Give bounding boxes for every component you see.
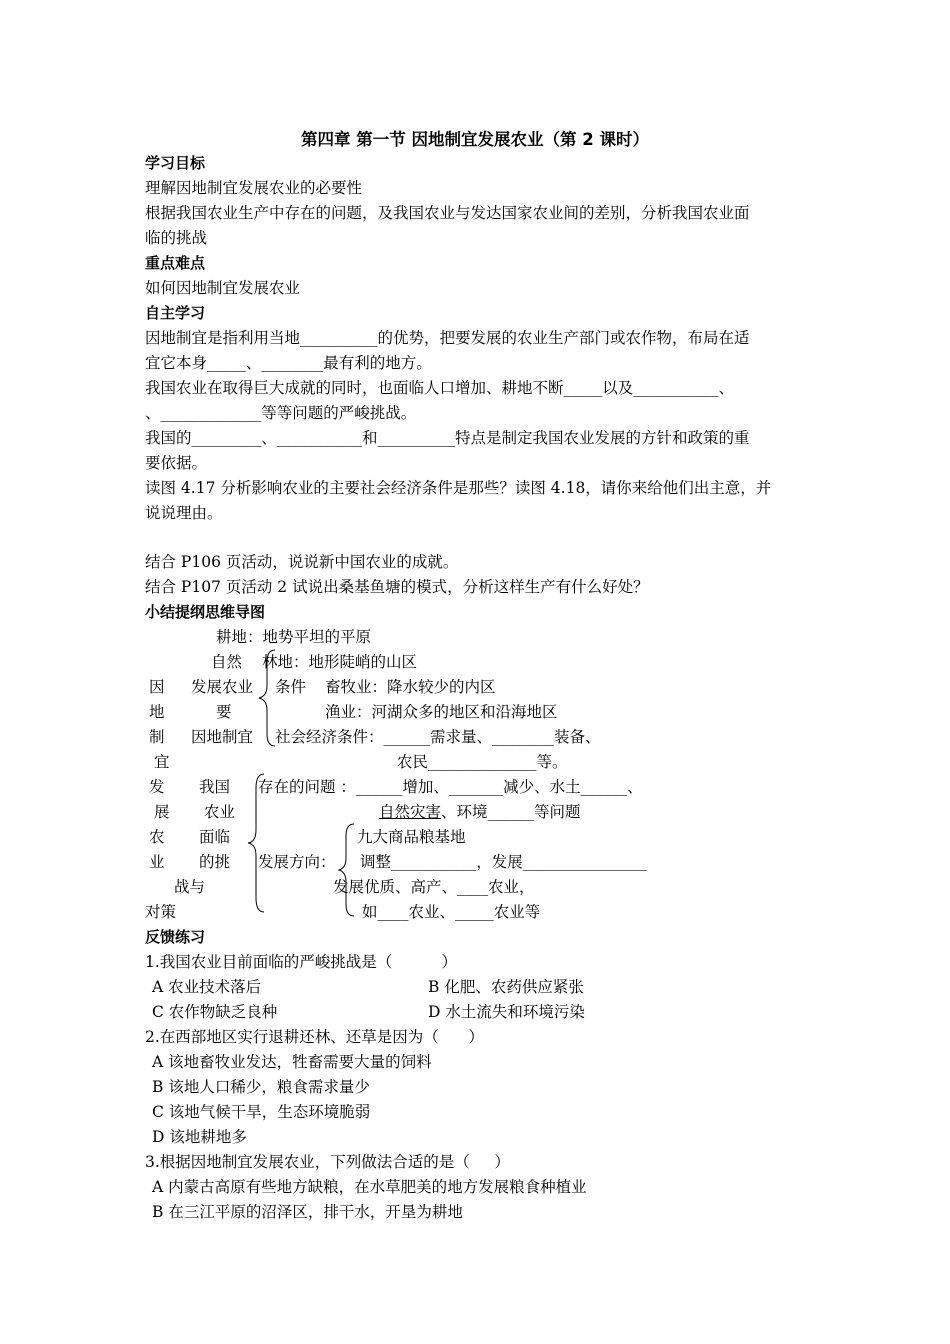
china-label: 农业 [204, 803, 236, 821]
summary-heading: 小结提纲思维导图 [145, 603, 266, 621]
q2-option-a: A 该地畜牧业发达，牲畜需要大量的饲料 [152, 1053, 432, 1071]
question-1: 1.我国农业目前面临的严峻挑战是（ ） [145, 953, 458, 971]
self-study-line-10: 结合 P107 页活动 2 试说出桑基鱼塘的模式，分析这样生产有什么好处？ [145, 578, 649, 596]
leaf-lindi: 林地：地形陡峭的山区 [262, 653, 418, 671]
self-study-line-7: 读图 4.17 分析影响农业的主要社会经济条件是那些？读图 4.18，请你来给他们出主意，并 [145, 479, 772, 497]
root-char: 宜 [154, 753, 170, 771]
goals-heading: 学习目标 [145, 154, 206, 172]
china-label: 我国 [199, 778, 231, 796]
china-label: 的挑 [199, 853, 231, 871]
leaf-gengdi: 耕地：地势平坦的平原 [216, 628, 372, 646]
q1-option-c: C 农作物缺乏良种 [152, 1003, 278, 1021]
condition-label: 条件 [275, 678, 307, 696]
branch-label: 因地制宜 [191, 728, 254, 746]
q2-option-c: C 该地气候干旱，生态环境脆弱 [152, 1103, 371, 1121]
leaf-social: 社会经济条件：______需求量、________装备、 [275, 728, 601, 746]
question-2: 2.在西部地区实行退耕还林、还草是因为（ ） [145, 1028, 484, 1046]
q2-option-d: D 该地耕地多 [152, 1128, 247, 1146]
practice-heading: 反馈练习 [145, 928, 206, 946]
self-study-line-5: 我国的_________、___________和__________特点是制定我国农业发展的方针和政策的重 [145, 429, 750, 447]
brace-china [244, 772, 268, 914]
q1-option-a: A 农业技术落后 [152, 978, 262, 996]
q1-option-b: B 化肥、农药供应紧张 [428, 978, 584, 996]
key-heading: 重点难点 [145, 254, 206, 272]
root-char: 因 [149, 678, 165, 696]
self-study-line-6: 要依据。 [145, 454, 208, 472]
natural-label: 自然 [211, 653, 243, 671]
q2-option-b: B 该地人口稀少，粮食需求量少 [152, 1078, 370, 1096]
china-label: 战与 [174, 878, 206, 896]
china-label: 对策 [145, 903, 177, 921]
self-study-line-9: 结合 P106 页活动，说说新中国农业的成就。 [145, 553, 459, 571]
root-char: 业 [149, 853, 165, 871]
self-study-line-2: 宜它本身_____、________最有利的地方。 [145, 354, 432, 372]
question-3: 3.根据因地制宜发展农业，下列做法合适的是（ ） [145, 1153, 510, 1171]
root-char: 发 [149, 778, 165, 796]
leaf-problem: 存在的问题 ：______增加、_______减少、水土______、 [258, 778, 643, 796]
self-study-line-4: 、_____________等等问题的严峻挑战。 [145, 404, 417, 422]
goal-line-2: 根据我国农业生产中存在的问题，及我国农业与发达国家农业间的差别，分析我国农业面 [145, 204, 750, 222]
leaf-xumu: 畜牧业：降水较少的内区 [325, 678, 496, 696]
root-char: 展 [154, 803, 170, 821]
brace-natural [255, 648, 279, 748]
self-study-line-1: 因地制宜是指利用当地__________的优势，把要发展的农业生产部门或农作物，布局在适 [145, 329, 750, 347]
branch-label: 要 [216, 703, 232, 721]
self-study-line-8: 说说理由。 [145, 504, 223, 522]
goal-line-3: 临的挑战 [145, 229, 208, 247]
natural-disaster-text: 自然灾害 [379, 803, 442, 821]
problem-rest-text: 、环境______等问题 [441, 803, 581, 821]
leaf-dir-4: 如____农业、_____农业等 [362, 903, 541, 921]
leaf-yuye: 渔业：河湖众多的地区和沿海地区 [325, 703, 558, 721]
root-char: 制 [149, 728, 165, 746]
q1-option-d: D 水土流失和环境污染 [428, 1003, 585, 1021]
key-line-1: 如何因地制宜发展农业 [145, 279, 301, 297]
china-label: 面临 [199, 828, 231, 846]
goal-line-1: 理解因地制宜发展农业的必要性 [145, 179, 363, 197]
self-study-heading: 自主学习 [145, 304, 206, 322]
q3-option-b: B 在三江平原的沼泽区，排干水，开垦为耕地 [152, 1203, 463, 1221]
leaf-social-2: 农民______________等。 [397, 753, 568, 771]
leaf-dir-2: 调整___________，发展________________ [360, 853, 647, 871]
q3-option-a: A 内蒙古高原有些地方缺粮，在水草肥美的地方发展粮食种植业 [152, 1178, 587, 1196]
leaf-problem-2 [379, 802, 581, 822]
root-char: 农 [149, 828, 165, 846]
leaf-dir-3: 发展优质、高产、____农业， [333, 878, 535, 896]
brace-direction [336, 822, 358, 918]
direction-label: 发展方向： [258, 853, 336, 871]
leaf-dir-1: 九大商品粮基地 [357, 828, 466, 846]
root-char: 地 [149, 703, 165, 721]
branch-label: 发展农业 [191, 678, 254, 696]
self-study-line-3: 我国农业在取得巨大成就的同时，也面临人口增加、耕地不断_____以及___________、 [145, 379, 735, 397]
page-title: 第四章 第一节 因地制宜发展农业（第 2 课时） [301, 130, 649, 149]
